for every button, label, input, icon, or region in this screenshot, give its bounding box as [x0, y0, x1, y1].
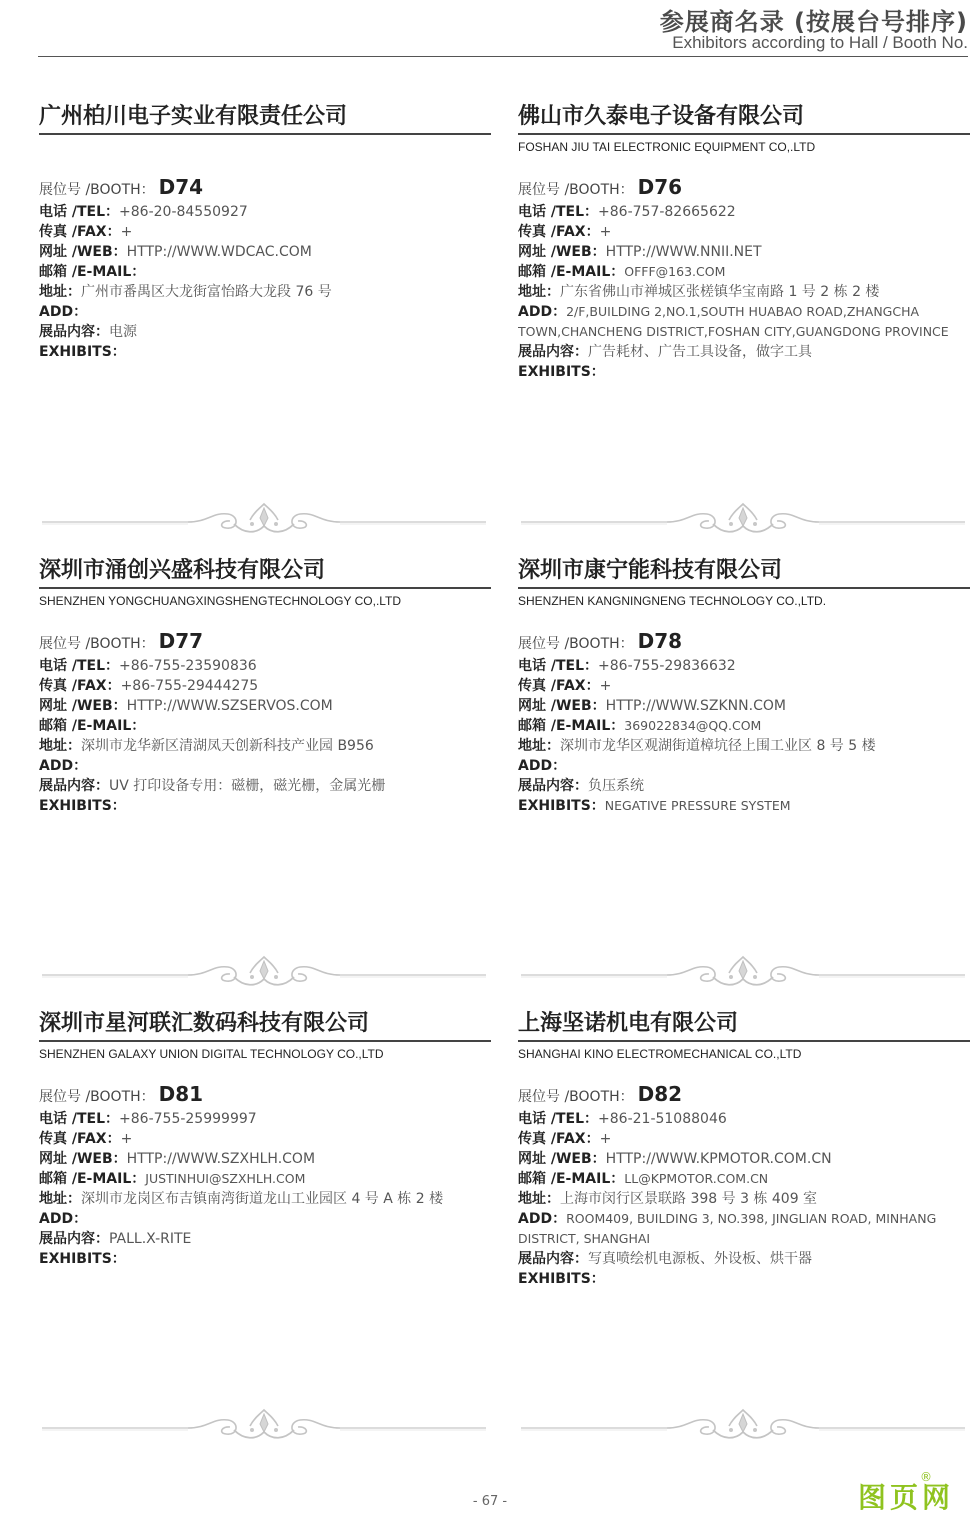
email-row: [39, 262, 491, 282]
address-cn-label: 地址：: [39, 1191, 81, 1207]
email-label: 邮箱 /E-MAIL：: [518, 1171, 625, 1187]
address-cn-value: 广州市番禺区大龙街富怡路大龙段 76 号: [81, 284, 332, 300]
booth-label: 展位号 /BOOTH：: [518, 182, 634, 198]
web-row: [39, 1149, 491, 1169]
address-cn-row: [39, 1189, 491, 1209]
address-cn-value: 广东省佛山市禅城区张槎镇华宝南路 1 号 2 栋 2 楼: [560, 284, 880, 300]
fax-row: [518, 222, 970, 242]
address-en-label: ADD：: [39, 1211, 88, 1227]
fax-label: 传真 /FAX：: [39, 678, 121, 694]
web-label: 网址 /WEB：: [518, 698, 606, 714]
booth-row: [518, 629, 970, 656]
exhibits-en-label: EXHIBITS：: [518, 364, 605, 380]
tel-value: +86-755-25999997: [119, 1111, 257, 1127]
exhibits-cn-label: 展品内容：: [39, 1231, 109, 1247]
address-cn-row: [518, 1189, 970, 1209]
email-row: [518, 716, 970, 736]
email-label: 邮箱 /E-MAIL：: [518, 264, 625, 280]
company-name-rule: [39, 133, 491, 135]
contact-fields: [518, 175, 970, 382]
ornament-divider: [38, 500, 490, 540]
booth-label: 展位号 /BOOTH：: [518, 1089, 634, 1105]
contact-fields: [518, 1082, 970, 1289]
tel-row: [518, 656, 970, 676]
fax-row: [39, 1129, 491, 1149]
address-en-row: [39, 756, 491, 776]
fax-value: +: [120, 1131, 133, 1147]
address-en-value: ROOM409, BUILDING 3, NO.398, JINGLIAN ROAD, MINHANG DISTRICT, SHANGHAI: [518, 1211, 937, 1246]
address-cn-label: 地址：: [39, 738, 81, 754]
web-row: [39, 242, 491, 262]
exhibits-cn-row: [518, 342, 970, 362]
exhibits-cn-value: 广告耗材、广告工具设备，做字工具: [588, 344, 812, 360]
ornament-divider: [517, 500, 969, 540]
fax-row: [39, 222, 491, 242]
booth-row: [39, 1082, 491, 1109]
header-rule: [38, 56, 968, 57]
web-row: [518, 696, 970, 716]
exhibits-en-label: EXHIBITS：: [518, 1271, 605, 1287]
contact-fields: [518, 629, 970, 816]
web-label: 网址 /WEB：: [39, 1151, 127, 1167]
ornament-divider: [38, 953, 490, 993]
company-name-en: FOSHAN JIU TAI ELECTRONIC EQUIPMENT CO,.LTD: [518, 140, 816, 154]
web-value: HTTP://WWW.NNII.NET: [605, 244, 762, 260]
web-value: HTTP://WWW.WDCAC.COM: [126, 244, 312, 260]
fax-row: [518, 1129, 970, 1149]
exhibits-en-label: EXHIBITS：: [39, 344, 126, 360]
company-name-cn: 上海坚诺机电有限公司: [518, 1011, 739, 1036]
contact-fields: [39, 1082, 491, 1269]
exhibitor-card: [39, 103, 491, 362]
exhibits-en-row: [39, 342, 491, 362]
booth-label: 展位号 /BOOTH：: [39, 182, 155, 198]
company-name-rule: [518, 1040, 970, 1042]
exhibits-en-row: [518, 1269, 970, 1289]
tel-value: +86-20-84550927: [119, 204, 248, 220]
ornament-divider: [517, 1406, 969, 1446]
address-en-label: ADD：: [39, 304, 88, 320]
company-name-rule: [39, 1040, 491, 1042]
exhibitor-card: [518, 1010, 970, 1289]
tel-row: [518, 202, 970, 222]
address-en-label: ADD：: [39, 758, 88, 774]
exhibits-en-row: [518, 796, 970, 816]
page-number: - 67 -: [472, 1494, 508, 1509]
exhibits-en-value: NEGATIVE PRESSURE SYSTEM: [604, 798, 791, 813]
booth-code: D82: [637, 1082, 683, 1106]
exhibits-cn-label: 展品内容：: [518, 778, 588, 794]
address-cn-value: 深圳市龙华新区清湖凤天创新科技产业园 B956: [81, 738, 374, 754]
tel-value: +86-21-51088046: [598, 1111, 727, 1127]
web-row: [39, 696, 491, 716]
exhibits-en-row: [518, 362, 970, 382]
booth-code: D76: [637, 175, 683, 199]
exhibits-en-row: [39, 796, 491, 816]
address-cn-value: 深圳市龙岗区布吉镇南湾街道龙山工业园区 4 号 A 栋 2 楼: [81, 1191, 444, 1207]
tel-value: +86-757-82665622: [598, 204, 736, 220]
address-cn-row: [518, 282, 970, 302]
header-title-en: Exhibitors according to Hall / Booth No.: [672, 33, 968, 52]
address-en-row: [518, 302, 970, 342]
address-cn-value: 上海市闵行区景联路 398 号 3 栋 409 室: [560, 1191, 818, 1207]
tel-label: 电话 /TEL：: [518, 1111, 599, 1127]
watermark-logo: [858, 1470, 968, 1518]
fax-row: [39, 676, 491, 696]
flourish-icon: [517, 500, 969, 540]
ornament-divider: [517, 953, 969, 993]
exhibits-en-label: EXHIBITS：: [39, 1251, 126, 1267]
address-cn-label: 地址：: [518, 284, 560, 300]
fax-label: 传真 /FAX：: [39, 1131, 121, 1147]
fax-value: +: [599, 1131, 612, 1147]
exhibits-cn-value: 负压系统: [588, 778, 644, 794]
company-name-cn: 广州柏川电子实业有限责任公司: [39, 104, 348, 129]
company-name-rule: [39, 587, 491, 589]
address-en-label: ADD：: [518, 1211, 567, 1227]
exhibits-cn-row: [518, 776, 970, 796]
exhibits-cn-label: 展品内容：: [518, 1251, 588, 1267]
address-en-value: 2/F,BUILDING 2,NO.1,SOUTH HUABAO ROAD,ZHANGCHA TOWN,CHANCHENG DISTRICT,FOSHAN CITY,GUANGDONG PROVINCE: [518, 304, 949, 339]
company-name-cn: 深圳市康宁能科技有限公司: [518, 558, 783, 583]
address-cn-row: [39, 736, 491, 756]
email-row: [39, 1169, 491, 1189]
tel-label: 电话 /TEL：: [39, 658, 120, 674]
address-en-row: [39, 302, 491, 322]
tel-label: 电话 /TEL：: [39, 204, 120, 220]
booth-code: D77: [158, 629, 204, 653]
fax-label: 传真 /FAX：: [518, 678, 600, 694]
email-row: [518, 1169, 970, 1189]
tel-row: [518, 1109, 970, 1129]
address-cn-label: 地址：: [518, 1191, 560, 1207]
company-name-cn: 深圳市星河联汇数码科技有限公司: [39, 1011, 370, 1036]
address-cn-row: [518, 736, 970, 756]
email-label: 邮箱 /E-MAIL：: [39, 264, 146, 280]
flourish-icon: [38, 500, 490, 540]
company-name-en: SHENZHEN YONGCHUANGXINGSHENGTECHNOLOGY CO,.LTD: [39, 594, 402, 608]
booth-code: D81: [158, 1082, 204, 1106]
fax-value: +: [120, 224, 133, 240]
booth-row: [518, 1082, 970, 1109]
web-value: HTTP://WWW.SZKNN.COM: [605, 698, 786, 714]
exhibits-cn-value: UV 打印设备专用：磁栅，磁光栅，金属光栅: [109, 778, 386, 794]
booth-row: [518, 175, 970, 202]
exhibits-cn-value: 电源: [109, 324, 137, 340]
ornament-divider: [38, 1406, 490, 1446]
registered-mark: ®: [920, 1470, 932, 1484]
web-label: 网址 /WEB：: [518, 244, 606, 260]
exhibitor-card: [518, 557, 970, 816]
email-row: [518, 262, 970, 282]
address-cn-row: [39, 282, 491, 302]
exhibitor-card: [39, 557, 491, 816]
fax-label: 传真 /FAX：: [518, 224, 600, 240]
tel-value: +86-755-23590836: [119, 658, 257, 674]
web-value: HTTP://WWW.KPMOTOR.COM.CN: [605, 1151, 832, 1167]
web-label: 网址 /WEB：: [518, 1151, 606, 1167]
email-label: 邮箱 /E-MAIL：: [39, 1171, 146, 1187]
fax-label: 传真 /FAX：: [39, 224, 121, 240]
email-row: [39, 716, 491, 736]
exhibits-cn-label: 展品内容：: [518, 344, 588, 360]
web-label: 网址 /WEB：: [39, 244, 127, 260]
address-en-label: ADD：: [518, 304, 567, 320]
company-name-rule: [518, 587, 970, 589]
page-header: [0, 0, 980, 60]
company-name-rule: [518, 133, 970, 135]
flourish-icon: [517, 953, 969, 993]
fax-value: +: [599, 678, 612, 694]
web-value: HTTP://WWW.SZXHLH.COM: [126, 1151, 316, 1167]
booth-code: D78: [637, 629, 683, 653]
company-name-en: SHENZHEN KANGNINGNENG TECHNOLOGY CO.,LTD.: [518, 594, 827, 608]
tel-row: [39, 202, 491, 222]
email-value: 369022834@QQ.COM: [624, 718, 762, 733]
exhibits-en-label: EXHIBITS：: [39, 798, 126, 814]
booth-label: 展位号 /BOOTH：: [39, 1089, 155, 1105]
address-cn-label: 地址：: [518, 738, 560, 754]
exhibits-cn-label: 展品内容：: [39, 778, 109, 794]
tel-row: [39, 1109, 491, 1129]
company-name-en: SHENZHEN GALAXY UNION DIGITAL TECHNOLOGY CO.,LTD: [39, 1047, 384, 1061]
fax-value: +: [599, 224, 612, 240]
address-en-row: [518, 756, 970, 776]
email-value: LL@KPMOTOR.COM.CN: [624, 1171, 769, 1186]
address-cn-value: 深圳市龙华区观湖街道樟坑径上围工业区 8 号 5 楼: [560, 738, 876, 754]
exhibits-cn-row: [518, 1249, 970, 1269]
email-value: OFFF@163.COM: [624, 264, 726, 279]
tel-label: 电话 /TEL：: [518, 204, 599, 220]
web-row: [518, 1149, 970, 1169]
booth-row: [39, 175, 491, 202]
booth-code: D74: [158, 175, 204, 199]
exhibits-cn-value: 写真喷绘机电源板、外设板、烘干器: [588, 1251, 812, 1267]
exhibitor-card: [518, 103, 970, 382]
email-label: 邮箱 /E-MAIL：: [39, 718, 146, 734]
address-en-row: [518, 1209, 970, 1249]
exhibits-cn-row: [39, 322, 491, 342]
flourish-icon: [38, 953, 490, 993]
booth-label: 展位号 /BOOTH：: [518, 636, 634, 652]
company-name-cn: 深圳市涌创兴盛科技有限公司: [39, 558, 326, 583]
email-value: JUSTINHUI@SZXHLH.COM: [145, 1171, 306, 1186]
fax-value: +86-755-29444275: [120, 678, 259, 694]
tel-row: [39, 656, 491, 676]
exhibits-cn-row: [39, 1229, 491, 1249]
tel-label: 电话 /TEL：: [39, 1111, 120, 1127]
tel-label: 电话 /TEL：: [518, 658, 599, 674]
company-name-cn: 佛山市久泰电子设备有限公司: [518, 104, 805, 129]
web-row: [518, 242, 970, 262]
company-name-en: SHANGHAI KINO ELECTROMECHANICAL CO.,LTD: [518, 1047, 802, 1061]
contact-fields: [39, 175, 491, 362]
booth-label: 展位号 /BOOTH：: [39, 636, 155, 652]
exhibitor-card: [39, 1010, 491, 1269]
contact-fields: [39, 629, 491, 816]
exhibits-cn-value: PALL.X-RITE: [109, 1231, 192, 1247]
fax-label: 传真 /FAX：: [518, 1131, 600, 1147]
flourish-icon: [517, 1406, 969, 1446]
tel-value: +86-755-29836632: [598, 658, 736, 674]
flourish-icon: [38, 1406, 490, 1446]
company-name-en: [39, 139, 491, 155]
web-value: HTTP://WWW.SZSERVOS.COM: [126, 698, 333, 714]
address-en-label: ADD：: [518, 758, 567, 774]
exhibits-en-label: EXHIBITS：: [518, 798, 605, 814]
web-label: 网址 /WEB：: [39, 698, 127, 714]
fax-row: [518, 676, 970, 696]
header-title-cn: 参展商名录 (按展台号排序): [659, 8, 968, 36]
booth-row: [39, 629, 491, 656]
exhibits-en-row: [39, 1249, 491, 1269]
email-label: 邮箱 /E-MAIL：: [518, 718, 625, 734]
exhibits-cn-label: 展品内容：: [39, 324, 109, 340]
address-cn-label: 地址：: [39, 284, 81, 300]
address-en-row: [39, 1209, 491, 1229]
exhibits-cn-row: [39, 776, 491, 796]
watermark-text: 图页网: [858, 1481, 955, 1514]
